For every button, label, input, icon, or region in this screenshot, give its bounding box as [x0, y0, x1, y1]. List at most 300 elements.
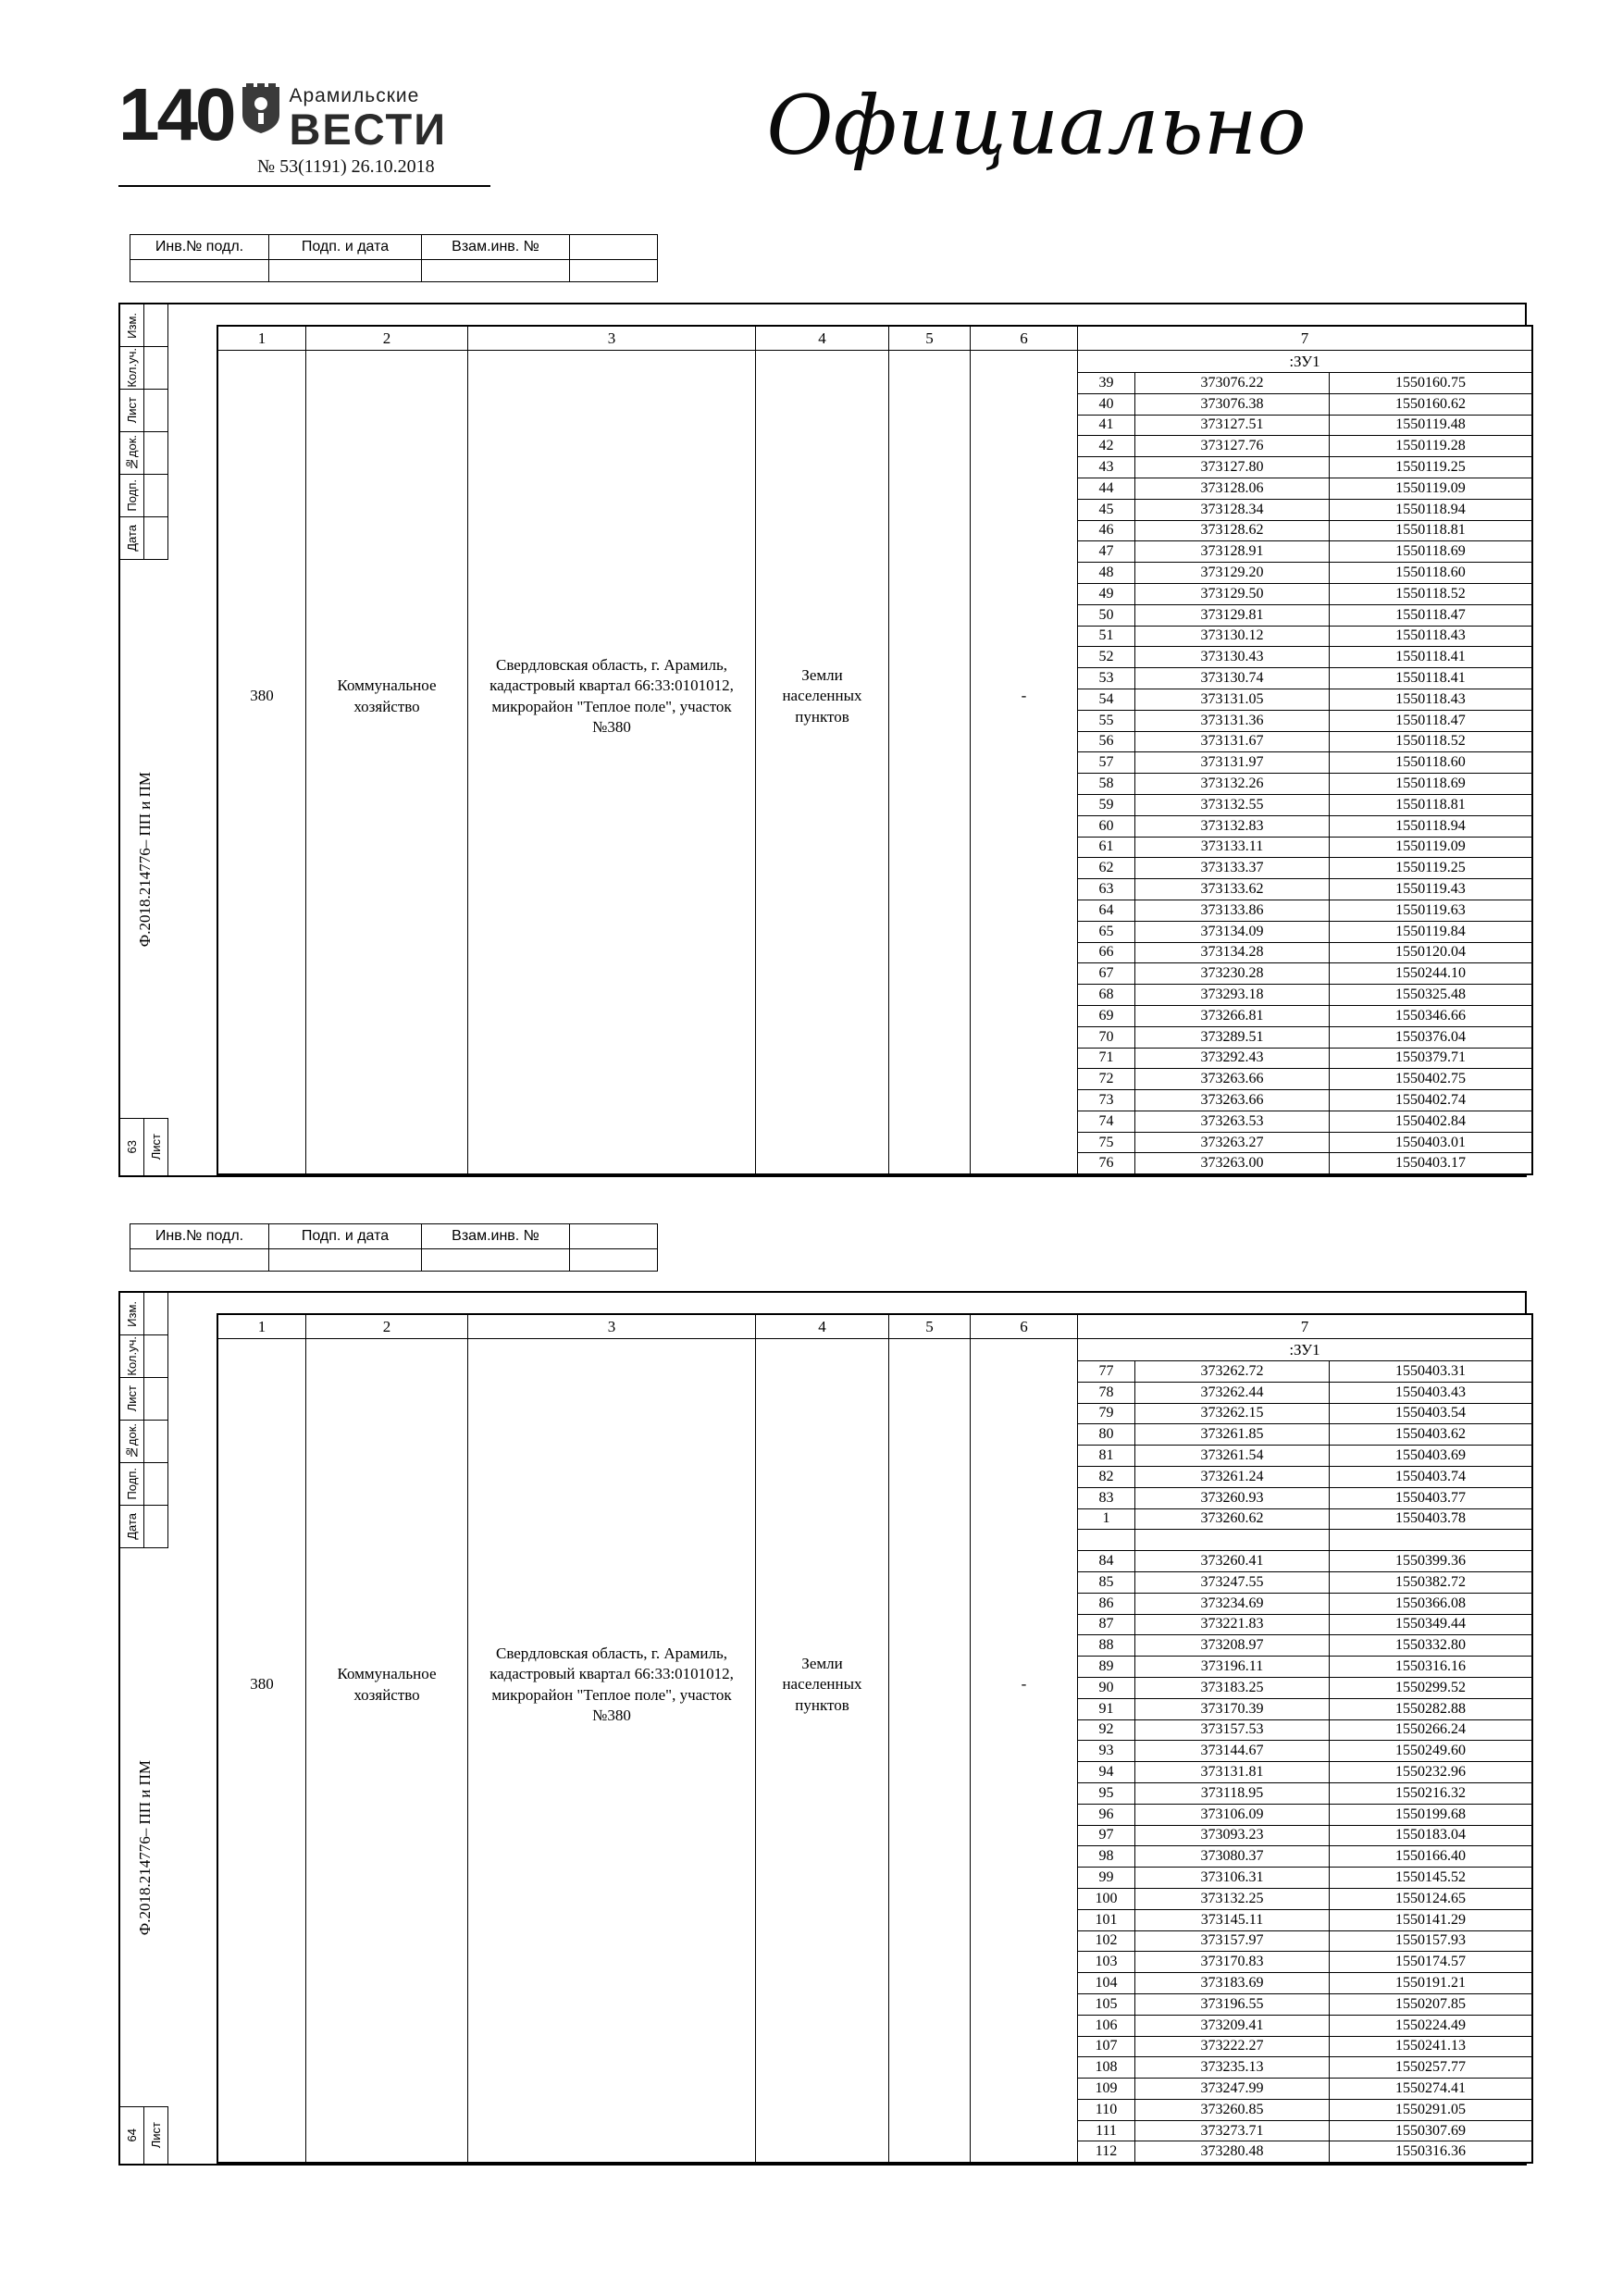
side-label-cell	[120, 1421, 144, 1463]
y-coordinate: 1550174.57	[1395, 1954, 1466, 1970]
x-coordinate: 373262.44	[1135, 1383, 1330, 1403]
coordinate-row	[1078, 627, 1531, 648]
coordinate-row	[1078, 1027, 1531, 1049]
coordinate-row	[1078, 879, 1531, 900]
strip-cell-blank	[570, 1224, 658, 1249]
column-6	[971, 327, 1078, 1173]
x-coordinate: 373129.50	[1135, 584, 1330, 604]
x-coordinate: 373208.97	[1135, 1635, 1330, 1656]
column-6	[971, 1315, 1078, 2162]
plot-number: 380	[250, 1675, 274, 1694]
point-number: 55	[1078, 711, 1135, 731]
point-number: 112	[1078, 2141, 1135, 2162]
point-number: 56	[1078, 732, 1135, 752]
x-coordinate: 373293.18	[1135, 985, 1330, 1005]
land-category: Земли населенных пунктов	[782, 666, 862, 726]
inventory-strip	[130, 1223, 658, 1272]
side-label: Подп.	[125, 1468, 139, 1500]
coordinate-rows	[1078, 1361, 1531, 2162]
point-number: 51	[1078, 627, 1135, 647]
point-number: 75	[1078, 1133, 1135, 1153]
y-coordinate	[1330, 1530, 1531, 1550]
x-coordinate: 373196.55	[1135, 1994, 1330, 2015]
x-coordinate: 373130.43	[1135, 647, 1330, 667]
coordinate-row	[1078, 711, 1531, 732]
x-coordinate: 373080.37	[1135, 1846, 1330, 1867]
x-coordinate: 373183.69	[1135, 1973, 1330, 1993]
coordinate-row	[1078, 858, 1531, 879]
masthead	[118, 73, 490, 187]
coordinate-row	[1078, 2037, 1531, 2058]
point-number	[1078, 1530, 1135, 1550]
x-coordinate: 373133.37	[1135, 858, 1330, 878]
side-blank-cell	[144, 1463, 168, 1506]
side-label-cell	[120, 390, 144, 432]
y-coordinate: 1550118.41	[1395, 649, 1466, 665]
coordinate-row	[1078, 541, 1531, 563]
strip-cell-blank	[570, 1249, 658, 1272]
point-number: 60	[1078, 816, 1135, 837]
point-number: 87	[1078, 1615, 1135, 1635]
coordinate-row	[1078, 1741, 1531, 1762]
column-header: 3	[468, 1315, 755, 1339]
y-coordinate: 1550403.54	[1395, 1405, 1466, 1421]
dash-cell: -	[1021, 1675, 1027, 1694]
x-coordinate: 373289.51	[1135, 1027, 1330, 1048]
point-number: 59	[1078, 795, 1135, 815]
plot-number: 380	[250, 687, 274, 705]
x-coordinate: 373132.83	[1135, 816, 1330, 837]
y-coordinate: 1550119.09	[1395, 479, 1466, 496]
side-blank-cell	[144, 304, 168, 347]
y-coordinate: 1550119.09	[1395, 838, 1466, 855]
point-number: 92	[1078, 1720, 1135, 1741]
point-number: 72	[1078, 1069, 1135, 1089]
strip-cell-inv: Инв.№ подл.	[130, 1224, 269, 1249]
strip-cell-blank	[570, 235, 658, 260]
x-coordinate: 373129.20	[1135, 563, 1330, 583]
point-number: 93	[1078, 1741, 1135, 1761]
strip-cell-blank	[422, 1249, 570, 1272]
y-coordinate: 1550119.25	[1395, 860, 1466, 876]
x-coordinate: 373263.66	[1135, 1069, 1330, 1089]
y-coordinate: 1550282.88	[1395, 1700, 1466, 1717]
y-coordinate: 1550183.04	[1395, 1827, 1466, 1843]
column-5	[889, 1315, 971, 2162]
coordinate-row	[1078, 1973, 1531, 1994]
x-coordinate: 373131.81	[1135, 1762, 1330, 1782]
x-coordinate: 373132.55	[1135, 795, 1330, 815]
y-coordinate: 1550124.65	[1395, 1890, 1466, 1906]
sheet-word-cell	[144, 1118, 168, 1175]
x-coordinate: 373222.27	[1135, 2037, 1330, 2057]
coordinate-row	[1078, 1111, 1531, 1133]
y-coordinate: 1550160.75	[1395, 374, 1466, 391]
point-number: 47	[1078, 541, 1135, 562]
point-number: 107	[1078, 2037, 1135, 2057]
sheet-number-cell	[120, 1118, 144, 1175]
point-number: 83	[1078, 1488, 1135, 1508]
side-blank-cell	[144, 432, 168, 475]
cadastral-table	[217, 1313, 1533, 2164]
coordinate-row	[1078, 943, 1531, 964]
column-1	[218, 1315, 306, 2162]
y-coordinate: 1550120.04	[1395, 944, 1466, 961]
point-number: 48	[1078, 563, 1135, 583]
x-coordinate: 373106.31	[1135, 1868, 1330, 1888]
inventory-strip	[130, 234, 658, 282]
x-coordinate: 373261.24	[1135, 1467, 1330, 1487]
column-header: 4	[756, 327, 888, 351]
column-7-coordinates	[1078, 327, 1531, 1173]
coordinate-row	[1078, 2057, 1531, 2079]
side-blank-cell	[144, 517, 168, 560]
y-coordinate: 1550118.52	[1395, 585, 1466, 602]
point-number: 97	[1078, 1826, 1135, 1846]
y-coordinate: 1550403.17	[1395, 1155, 1466, 1172]
y-coordinate: 1550403.62	[1395, 1426, 1466, 1443]
x-coordinate: 373235.13	[1135, 2057, 1330, 2078]
side-label-cell	[120, 1506, 144, 1548]
y-coordinate: 1550249.60	[1395, 1743, 1466, 1759]
coordinate-row	[1078, 1572, 1531, 1594]
x-coordinate: 373127.51	[1135, 416, 1330, 436]
x-coordinate: 373145.11	[1135, 1910, 1330, 1930]
x-coordinate: 373170.83	[1135, 1952, 1330, 1972]
point-number: 78	[1078, 1383, 1135, 1403]
strip-cell-blank	[130, 1249, 269, 1272]
point-number: 103	[1078, 1952, 1135, 1972]
point-number: 85	[1078, 1572, 1135, 1593]
y-coordinate: 1550299.52	[1395, 1679, 1466, 1695]
coordinate-row	[1078, 457, 1531, 478]
y-coordinate: 1550119.43	[1395, 881, 1466, 898]
y-coordinate: 1550118.41	[1395, 670, 1466, 687]
side-blank-cell	[144, 347, 168, 390]
coordinate-row	[1078, 1720, 1531, 1742]
x-coordinate: 373133.86	[1135, 900, 1330, 921]
coordinate-row	[1078, 668, 1531, 689]
column-header: 7	[1078, 327, 1531, 351]
coordinate-row	[1078, 1594, 1531, 1615]
column-header: 1	[218, 327, 305, 351]
x-coordinate: 373131.36	[1135, 711, 1330, 731]
y-coordinate: 1550316.16	[1395, 1658, 1466, 1675]
point-number: 110	[1078, 2100, 1135, 2120]
y-coordinate: 1550274.41	[1395, 2079, 1466, 2096]
parcel-label: :ЗУ1	[1078, 351, 1531, 373]
x-coordinate: 373132.25	[1135, 1889, 1330, 1909]
column-2	[306, 1315, 468, 2162]
x-coordinate: 373130.74	[1135, 668, 1330, 689]
side-label: Кол.уч.	[125, 1336, 139, 1376]
y-coordinate: 1550157.93	[1395, 1932, 1466, 1949]
point-number: 40	[1078, 394, 1135, 415]
coordinate-row	[1078, 1635, 1531, 1657]
strip-cell-blank	[269, 1249, 422, 1272]
column-header: 1	[218, 1315, 305, 1339]
side-label: Лист	[125, 1385, 139, 1412]
coordinate-row	[1078, 1090, 1531, 1111]
x-coordinate: 373128.34	[1135, 500, 1330, 520]
point-number: 106	[1078, 2016, 1135, 2036]
x-coordinate: 373263.00	[1135, 1153, 1330, 1173]
brand-block	[289, 80, 448, 154]
x-coordinate: 373261.54	[1135, 1446, 1330, 1466]
document-code-text: Ф.2018.214776– ПП и ПМ	[135, 772, 154, 948]
y-coordinate: 1550346.66	[1395, 1007, 1466, 1024]
side-label: Дата	[125, 525, 139, 552]
column-3	[468, 1315, 756, 2162]
column-7-coordinates	[1078, 1315, 1531, 2162]
point-number: 98	[1078, 1846, 1135, 1867]
land-use-type: Коммунальное хозяйство	[337, 1665, 437, 1704]
x-coordinate: 373247.99	[1135, 2079, 1330, 2099]
coordinate-row	[1078, 1446, 1531, 1467]
y-coordinate: 1550119.25	[1395, 459, 1466, 476]
strip-cell-inv: Инв.№ подл.	[130, 235, 269, 260]
y-coordinate: 1550207.85	[1395, 1995, 1466, 2012]
coordinate-row	[1078, 752, 1531, 774]
side-label-cell	[120, 475, 144, 517]
point-number: 91	[1078, 1699, 1135, 1719]
point-number: 50	[1078, 605, 1135, 626]
x-coordinate: 373131.67	[1135, 732, 1330, 752]
point-number: 1	[1078, 1509, 1135, 1530]
coordinate-row	[1078, 436, 1531, 457]
y-coordinate: 1550403.43	[1395, 1384, 1466, 1400]
x-coordinate: 373076.38	[1135, 394, 1330, 415]
point-number: 90	[1078, 1678, 1135, 1698]
y-coordinate: 1550402.75	[1395, 1071, 1466, 1087]
y-coordinate: 1550307.69	[1395, 2122, 1466, 2139]
point-number: 79	[1078, 1404, 1135, 1424]
strip-cell-blank	[269, 260, 422, 282]
y-coordinate: 1550118.43	[1395, 690, 1466, 707]
coordinate-row	[1078, 563, 1531, 584]
coordinate-row	[1078, 416, 1531, 437]
point-number: 44	[1078, 478, 1135, 499]
coordinate-row	[1078, 1762, 1531, 1783]
coordinate-row	[1078, 1049, 1531, 1070]
y-coordinate: 1550118.69	[1395, 776, 1466, 792]
x-coordinate: 373262.15	[1135, 1404, 1330, 1424]
y-coordinate: 1550376.04	[1395, 1028, 1466, 1045]
coordinate-row	[1078, 2100, 1531, 2121]
coordinate-row	[1078, 605, 1531, 627]
side-label-cell	[120, 1293, 144, 1335]
x-coordinate: 373129.81	[1135, 605, 1330, 626]
x-coordinate: 373133.11	[1135, 838, 1330, 858]
y-coordinate: 1550332.80	[1395, 1637, 1466, 1654]
coordinate-row	[1078, 1846, 1531, 1868]
coordinate-row	[1078, 521, 1531, 542]
side-blank-cell	[144, 390, 168, 432]
y-coordinate: 1550118.94	[1395, 501, 1466, 517]
side-label: №док.	[125, 1422, 139, 1460]
point-number: 77	[1078, 1361, 1135, 1382]
point-number: 58	[1078, 774, 1135, 794]
x-coordinate: 373134.28	[1135, 943, 1330, 963]
x-coordinate: 373131.05	[1135, 689, 1330, 710]
y-coordinate: 1550403.78	[1395, 1510, 1466, 1527]
sheet-frame-63	[118, 303, 1527, 1177]
x-coordinate: 373280.48	[1135, 2141, 1330, 2162]
section-title: Официально	[766, 78, 1307, 173]
coordinate-row	[1078, 1488, 1531, 1509]
x-coordinate: 373127.80	[1135, 457, 1330, 478]
point-number: 95	[1078, 1783, 1135, 1804]
column-4	[756, 327, 889, 1173]
coordinate-row	[1078, 900, 1531, 922]
x-coordinate: 373273.71	[1135, 2121, 1330, 2141]
point-number: 53	[1078, 668, 1135, 689]
point-number: 71	[1078, 1049, 1135, 1069]
point-number: 80	[1078, 1424, 1135, 1445]
side-label-cell	[120, 1378, 144, 1421]
x-coordinate: 373170.39	[1135, 1699, 1330, 1719]
coordinate-row	[1078, 985, 1531, 1006]
coordinate-row	[1078, 1783, 1531, 1805]
point-number: 86	[1078, 1594, 1135, 1614]
side-label: Изм.	[125, 1300, 139, 1327]
x-coordinate: 373093.23	[1135, 1826, 1330, 1846]
issue-big-number: 140	[118, 73, 234, 155]
point-number: 63	[1078, 879, 1135, 900]
y-coordinate: 1550291.05	[1395, 2101, 1466, 2117]
coordinate-row	[1078, 1133, 1531, 1154]
x-coordinate: 373262.72	[1135, 1361, 1330, 1382]
coordinate-row	[1078, 1383, 1531, 1404]
point-number: 88	[1078, 1635, 1135, 1656]
x-coordinate: 373106.09	[1135, 1805, 1330, 1825]
y-coordinate: 1550402.74	[1395, 1091, 1466, 1108]
document-code	[120, 1700, 168, 1996]
coordinate-row	[1078, 584, 1531, 605]
coordinate-row	[1078, 774, 1531, 795]
coordinate-row	[1078, 732, 1531, 753]
sheet-word-cell	[144, 2106, 168, 2164]
coordinate-row	[1078, 689, 1531, 711]
point-number: 108	[1078, 2057, 1135, 2078]
y-coordinate: 1550118.81	[1395, 522, 1466, 539]
x-coordinate: 373127.76	[1135, 436, 1330, 456]
empty-cell	[889, 1339, 970, 2162]
cadastral-table	[217, 325, 1533, 1175]
coordinate-row	[1078, 2121, 1531, 2142]
coordinate-row	[1078, 1404, 1531, 1425]
coordinate-row	[1078, 1805, 1531, 1826]
y-coordinate: 1550118.43	[1395, 627, 1466, 644]
y-coordinate: 1550145.52	[1395, 1869, 1466, 1886]
point-number: 42	[1078, 436, 1135, 456]
side-blank-cell	[144, 1335, 168, 1378]
sheet-frame-64	[118, 1291, 1527, 2166]
coordinate-row	[1078, 795, 1531, 816]
point-number: 102	[1078, 1931, 1135, 1952]
coordinate-row	[1078, 2079, 1531, 2100]
column-header: 6	[971, 1315, 1077, 1339]
x-coordinate: 373263.27	[1135, 1133, 1330, 1153]
coordinate-row	[1078, 1530, 1531, 1551]
strip-cell-sign-date: Подп. и дата	[269, 1224, 422, 1249]
coordinate-row	[1078, 1994, 1531, 2016]
y-coordinate: 1550403.31	[1395, 1362, 1466, 1379]
point-number: 61	[1078, 838, 1135, 858]
coordinate-row	[1078, 1889, 1531, 1910]
x-coordinate	[1135, 1530, 1330, 1550]
side-label: Дата	[125, 1513, 139, 1540]
coordinate-row	[1078, 1678, 1531, 1699]
document-code-text: Ф.2018.214776– ПП и ПМ	[135, 1760, 154, 1936]
side-label: Кол.уч.	[125, 348, 139, 388]
y-coordinate: 1550232.96	[1395, 1764, 1466, 1781]
point-number: 81	[1078, 1446, 1135, 1466]
side-label-cell	[120, 1335, 144, 1378]
y-coordinate: 1550403.01	[1395, 1134, 1466, 1150]
y-coordinate: 1550402.84	[1395, 1112, 1466, 1129]
y-coordinate: 1550325.48	[1395, 987, 1466, 1002]
side-label-cell	[120, 304, 144, 347]
x-coordinate: 373260.93	[1135, 1488, 1330, 1508]
column-header: 5	[889, 327, 970, 351]
y-coordinate: 1550160.62	[1395, 395, 1466, 412]
y-coordinate: 1550199.68	[1395, 1806, 1466, 1822]
x-coordinate: 373261.85	[1135, 1424, 1330, 1445]
point-number: 105	[1078, 1994, 1135, 2015]
column-header: 4	[756, 1315, 888, 1339]
strip-cell-replace-inv: Взам.инв. №	[422, 235, 570, 260]
y-coordinate: 1550316.36	[1395, 2143, 1466, 2160]
brand-region-label: Арамильские	[289, 85, 420, 106]
point-number: 94	[1078, 1762, 1135, 1782]
point-number: 52	[1078, 647, 1135, 667]
x-coordinate: 373118.95	[1135, 1783, 1330, 1804]
y-coordinate: 1550403.74	[1395, 1468, 1466, 1484]
y-coordinate: 1550118.47	[1395, 712, 1466, 728]
coordinate-row	[1078, 647, 1531, 668]
coordinate-row	[1078, 1361, 1531, 1383]
sheet-word: Лист	[149, 2122, 163, 2149]
brand-title: ВЕСТИ	[289, 105, 448, 154]
land-category: Земли населенных пунктов	[782, 1655, 862, 1714]
y-coordinate: 1550118.60	[1395, 754, 1466, 771]
point-number: 43	[1078, 457, 1135, 478]
empty-cell	[889, 351, 970, 1173]
coordinate-row	[1078, 1153, 1531, 1173]
x-coordinate: 373292.43	[1135, 1049, 1330, 1069]
side-blank-cell	[144, 475, 168, 517]
column-header: 7	[1078, 1315, 1531, 1339]
coordinate-row	[1078, 2016, 1531, 2037]
y-coordinate: 1550382.72	[1395, 1573, 1466, 1590]
point-number: 65	[1078, 922, 1135, 942]
coordinate-row	[1078, 1467, 1531, 1488]
point-number: 67	[1078, 963, 1135, 984]
plot-address: Свердловская область, г. Арамиль, кадастровый квартал 66:33:0101012, микрорайон "Теплое поле", участок №380	[489, 656, 734, 736]
y-coordinate: 1550244.10	[1395, 965, 1466, 982]
y-coordinate: 1550379.71	[1395, 1049, 1466, 1066]
coordinate-row	[1078, 838, 1531, 859]
y-coordinate: 1550224.49	[1395, 2017, 1466, 2033]
point-number: 70	[1078, 1027, 1135, 1048]
coordinate-row	[1078, 1952, 1531, 1973]
y-coordinate: 1550399.36	[1395, 1553, 1466, 1570]
coordinate-row	[1078, 478, 1531, 500]
x-coordinate: 373260.85	[1135, 2100, 1330, 2120]
plot-address: Свердловская область, г. Арамиль, кадастровый квартал 66:33:0101012, микрорайон "Теплое поле", участок №380	[489, 1644, 734, 1724]
document-code	[120, 712, 168, 1008]
